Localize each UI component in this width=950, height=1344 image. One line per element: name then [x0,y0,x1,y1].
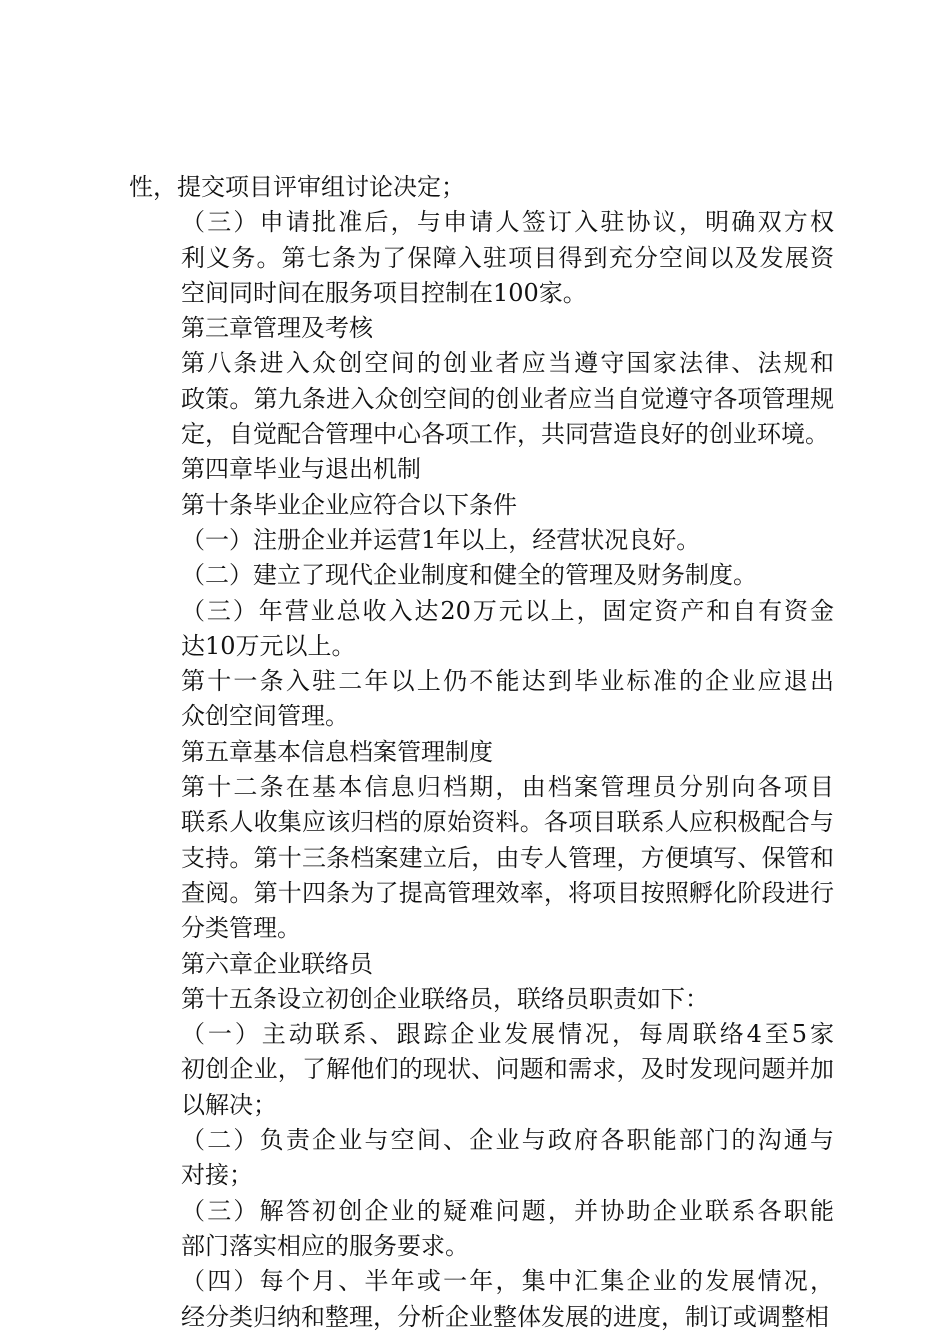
paragraph [129,1123,834,1194]
text-line: 以解决； [181,1090,277,1119]
paragraph [129,1194,834,1265]
text-line: 空间同时间在服务项目控制在100家。 [181,278,587,307]
text-line: 性，提交项目评审组讨论决定； [129,173,465,201]
text-line: 第十条毕业企业应符合以下条件 [181,490,517,519]
paragraph [129,346,834,452]
paragraph [129,558,834,593]
text-line: （二）建立了现代企业制度和健全的管理及财务制度。 [181,561,757,590]
text-line: 联系人收集应该归档的原始资料。各项目联系人应积极配合与 [181,808,834,837]
text-line: （三）年营业总收入达20万元以上，固定资产和自有资金 [181,596,834,625]
paragraph [129,1264,834,1335]
text-line: 利义务。第七条为了保障入驻项目得到充分空间以及发展资 [181,243,834,272]
text-line: 第五章基本信息档案管理制度 [181,737,493,766]
document-body [129,170,834,1335]
paragraph [129,1017,834,1123]
paragraph [129,735,834,770]
text-line: （一）主动联系、跟踪企业发展情况，每周联络4至5家 [181,1020,834,1049]
text-line: 查阅。第十四条为了提高管理效率，将项目按照孵化阶段进行 [181,878,834,907]
paragraph [129,488,834,523]
text-line: 对接； [181,1161,253,1190]
text-line: 初创企业，了解他们的现状、问题和需求，及时发现问题并加 [181,1055,834,1084]
text-line: 部门落实相应的服务要求。 [181,1231,469,1260]
text-line: 第六章企业联络员 [181,949,373,978]
text-line: （二）负责企业与空间、企业与政府各职能部门的沟通与 [181,1126,834,1155]
paragraph [129,205,834,311]
text-line: （一）注册企业并运营1年以上，经营状况良好。 [181,525,701,554]
paragraph [129,594,834,665]
text-line: 第十二条在基本信息归档期，由档案管理员分别向各项目 [181,773,834,802]
text-line: 支持。第十三条档案建立后，由专人管理，方便填写、保管和 [181,843,834,872]
text-line: 第十五条设立初创企业联络员，联络员职责如下： [181,984,709,1013]
text-line: （三）解答初创企业的疑难问题，并协助企业联系各职能 [181,1196,834,1225]
text-line: 定，自觉配合管理中心各项工作，共同营造良好的创业环境。 [181,420,829,449]
paragraph [129,947,834,982]
paragraph [129,770,834,946]
text-line: 分类管理。 [181,914,301,943]
text-line: 第八条进入众创空间的创业者应当遵守国家法律、法规和 [181,349,834,378]
text-line: 经分类归纳和整理，分析企业整体发展的进度，制订或调整相 [181,1302,829,1331]
text-line: 达10万元以上。 [181,631,356,660]
paragraph [129,170,834,205]
text-line: （四）每个月、半年或一年，集中汇集企业的发展情况， [181,1267,834,1296]
paragraph [129,523,834,558]
paragraph [129,452,834,487]
text-line: 第十一条入驻二年以上仍不能达到毕业标准的企业应退出 [181,667,834,696]
text-line: （三）申请批准后，与申请人签订入驻协议，明确双方权 [181,208,834,237]
text-line: 第三章管理及考核 [181,314,373,343]
paragraph [129,664,834,735]
text-line: 政策。第九条进入众创空间的创业者应当自觉遵守各项管理规 [181,384,834,413]
text-line: 众创空间管理。 [181,702,349,731]
text-line: 第四章毕业与退出机制 [181,455,421,484]
paragraph [129,982,834,1017]
paragraph [129,311,834,346]
